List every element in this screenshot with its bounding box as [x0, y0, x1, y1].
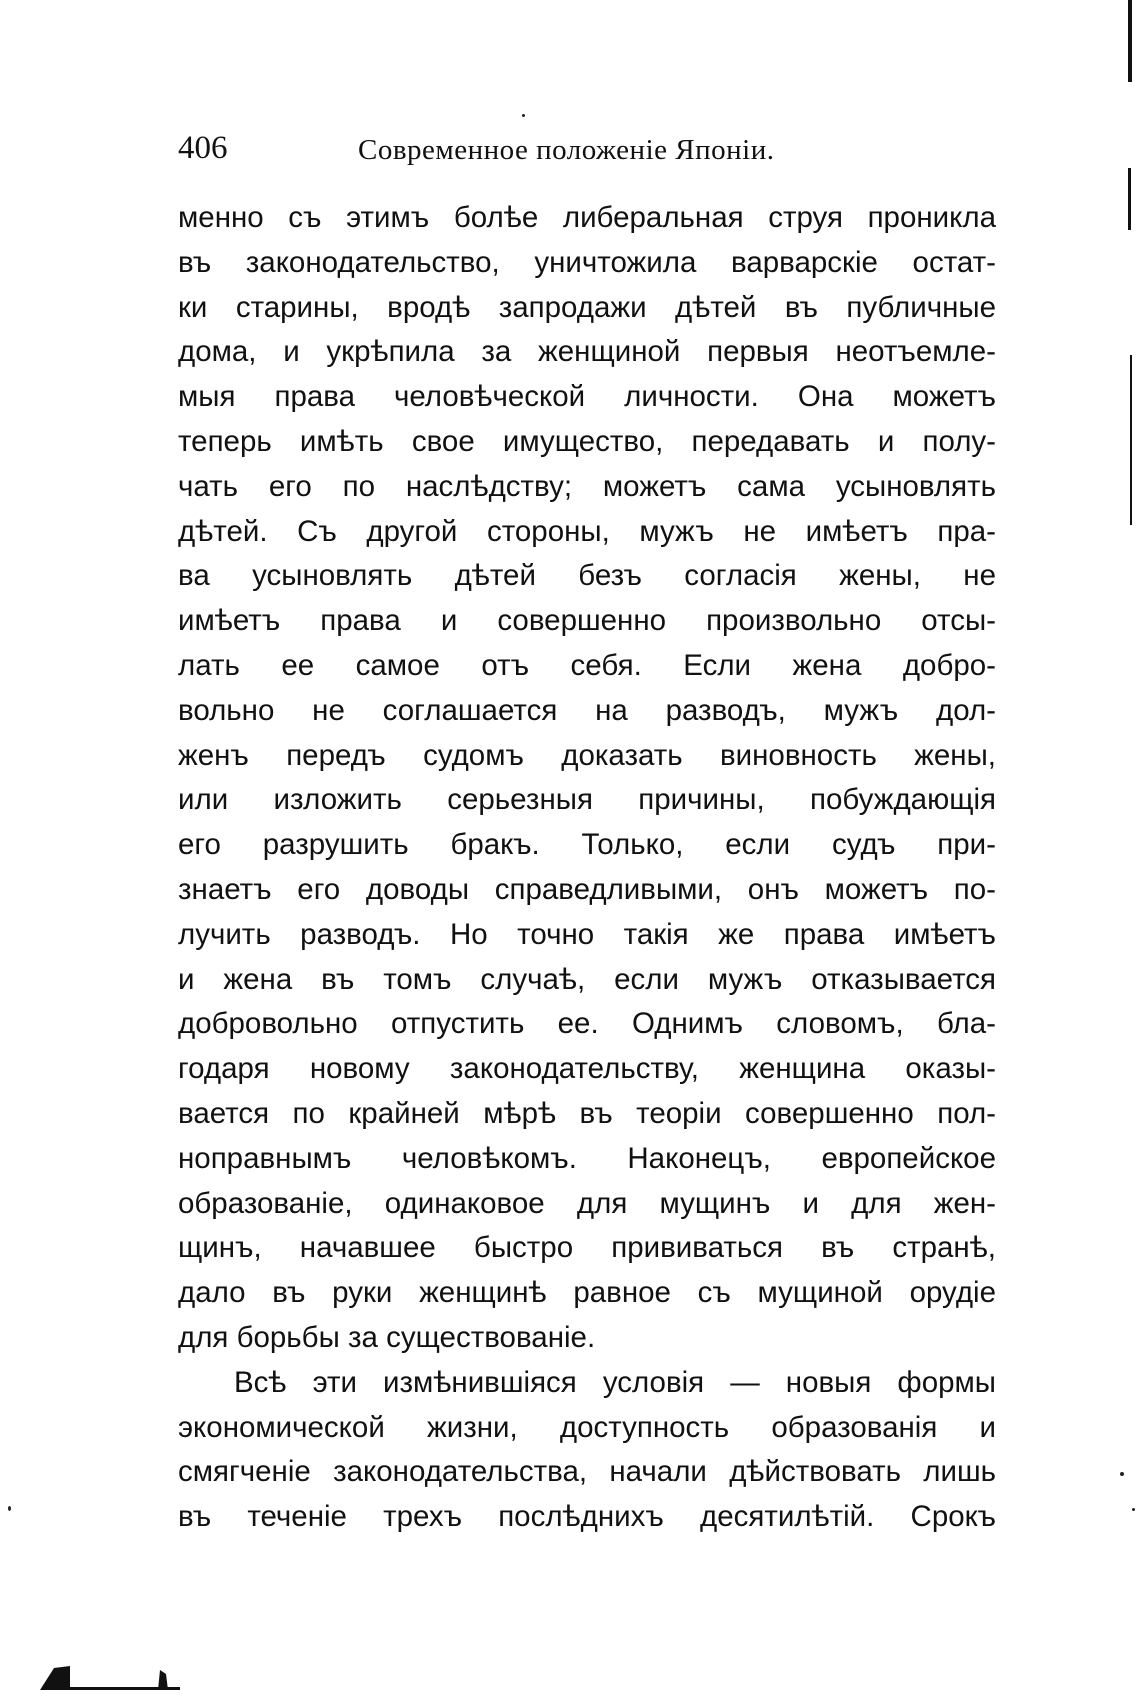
text-line: вольно не соглашается на разводъ, мужъ дол- [178, 693, 996, 727]
text-line: дало въ руки женщинѣ равное съ мущиной орудіе [178, 1276, 996, 1310]
scan-edge-line [1128, 0, 1132, 82]
printer-mark-icon [36, 1662, 186, 1692]
text-line: ва усыновлять дѣтей безъ согласія жены, не [178, 559, 996, 593]
text-line: менно съ этимъ болѣе либеральная струя проникла [178, 201, 996, 234]
scan-edge-line [1128, 168, 1131, 230]
text-line: смягченіе законодательства, начали дѣйствовать лишь [178, 1455, 996, 1489]
text-line: и жена въ томъ случаѣ, если мужъ отказывается [178, 962, 996, 996]
scan-speck [1120, 1472, 1124, 1476]
text-line: его разрушить бракъ. Только, если судъ при- [178, 828, 996, 862]
running-title: Современное положеніе Японіи. [358, 134, 775, 166]
scan-edge-line [1130, 355, 1132, 525]
scan-speck [522, 114, 525, 117]
text-line: женъ передъ судомъ доказать виновность жены, [178, 738, 996, 772]
paragraph-start-line: Всѣ эти измѣнившіяся условія — новыя формы [234, 1365, 996, 1399]
page-number: 406 [178, 130, 228, 166]
text-line: добровольно отпустить ее. Однимъ словомъ, бла- [178, 1007, 996, 1041]
text-line: дѣтей. Съ другой стороны, мужъ не имѣетъ пра- [178, 514, 996, 548]
text-line: теперь имѣть свое имущество, передавать и полу- [178, 424, 996, 458]
scan-speck [8, 1506, 11, 1511]
text-line: лать ее самое отъ себя. Если жена добро- [178, 648, 996, 682]
scan-speck [1132, 1508, 1135, 1511]
text-line: ки старины, вродѣ запродажи дѣтей въ публичные [178, 290, 996, 324]
text-line: ноправнымъ человѣкомъ. Наконецъ, европейское [178, 1141, 996, 1175]
text-line: дома, и укрѣпила за женщиной первыя неотъемле- [178, 335, 996, 369]
text-line: въ законодательство, уничтожила варварскіе остат- [178, 245, 996, 279]
page-header [178, 128, 998, 178]
text-line: для борьбы за существованіе. [178, 1320, 596, 1354]
text-line: знаетъ его доводы справедливыми, онъ можетъ по- [178, 872, 996, 906]
text-line: вается по крайней мѣрѣ въ теоріи совершенно пол- [178, 1096, 996, 1130]
text-line: образованіе, одинаковое для мущинъ и для жен- [178, 1186, 996, 1220]
text-line: въ теченіе трехъ послѣднихъ десятилѣтій. Срокъ [178, 1500, 996, 1534]
text-line: лучить разводъ. Но точно такія же права имѣетъ [178, 917, 996, 951]
text-line: чать его по наслѣдству; можетъ сама усыновлять [178, 469, 996, 503]
text-line: имѣетъ права и совершенно произвольно отсы- [178, 604, 996, 638]
text-line: щинъ, начавшее быстро прививаться въ странѣ, [178, 1231, 996, 1265]
text-line: экономической жизни, доступность образованія и [178, 1410, 996, 1444]
text-line: или изложить серьезныя причины, побуждающія [178, 783, 996, 817]
body-text [178, 196, 996, 1540]
text-line: годаря новому законодательству, женщина оказы- [178, 1052, 996, 1086]
text-line: мыя права человѣческой личности. Она можетъ [178, 380, 996, 414]
